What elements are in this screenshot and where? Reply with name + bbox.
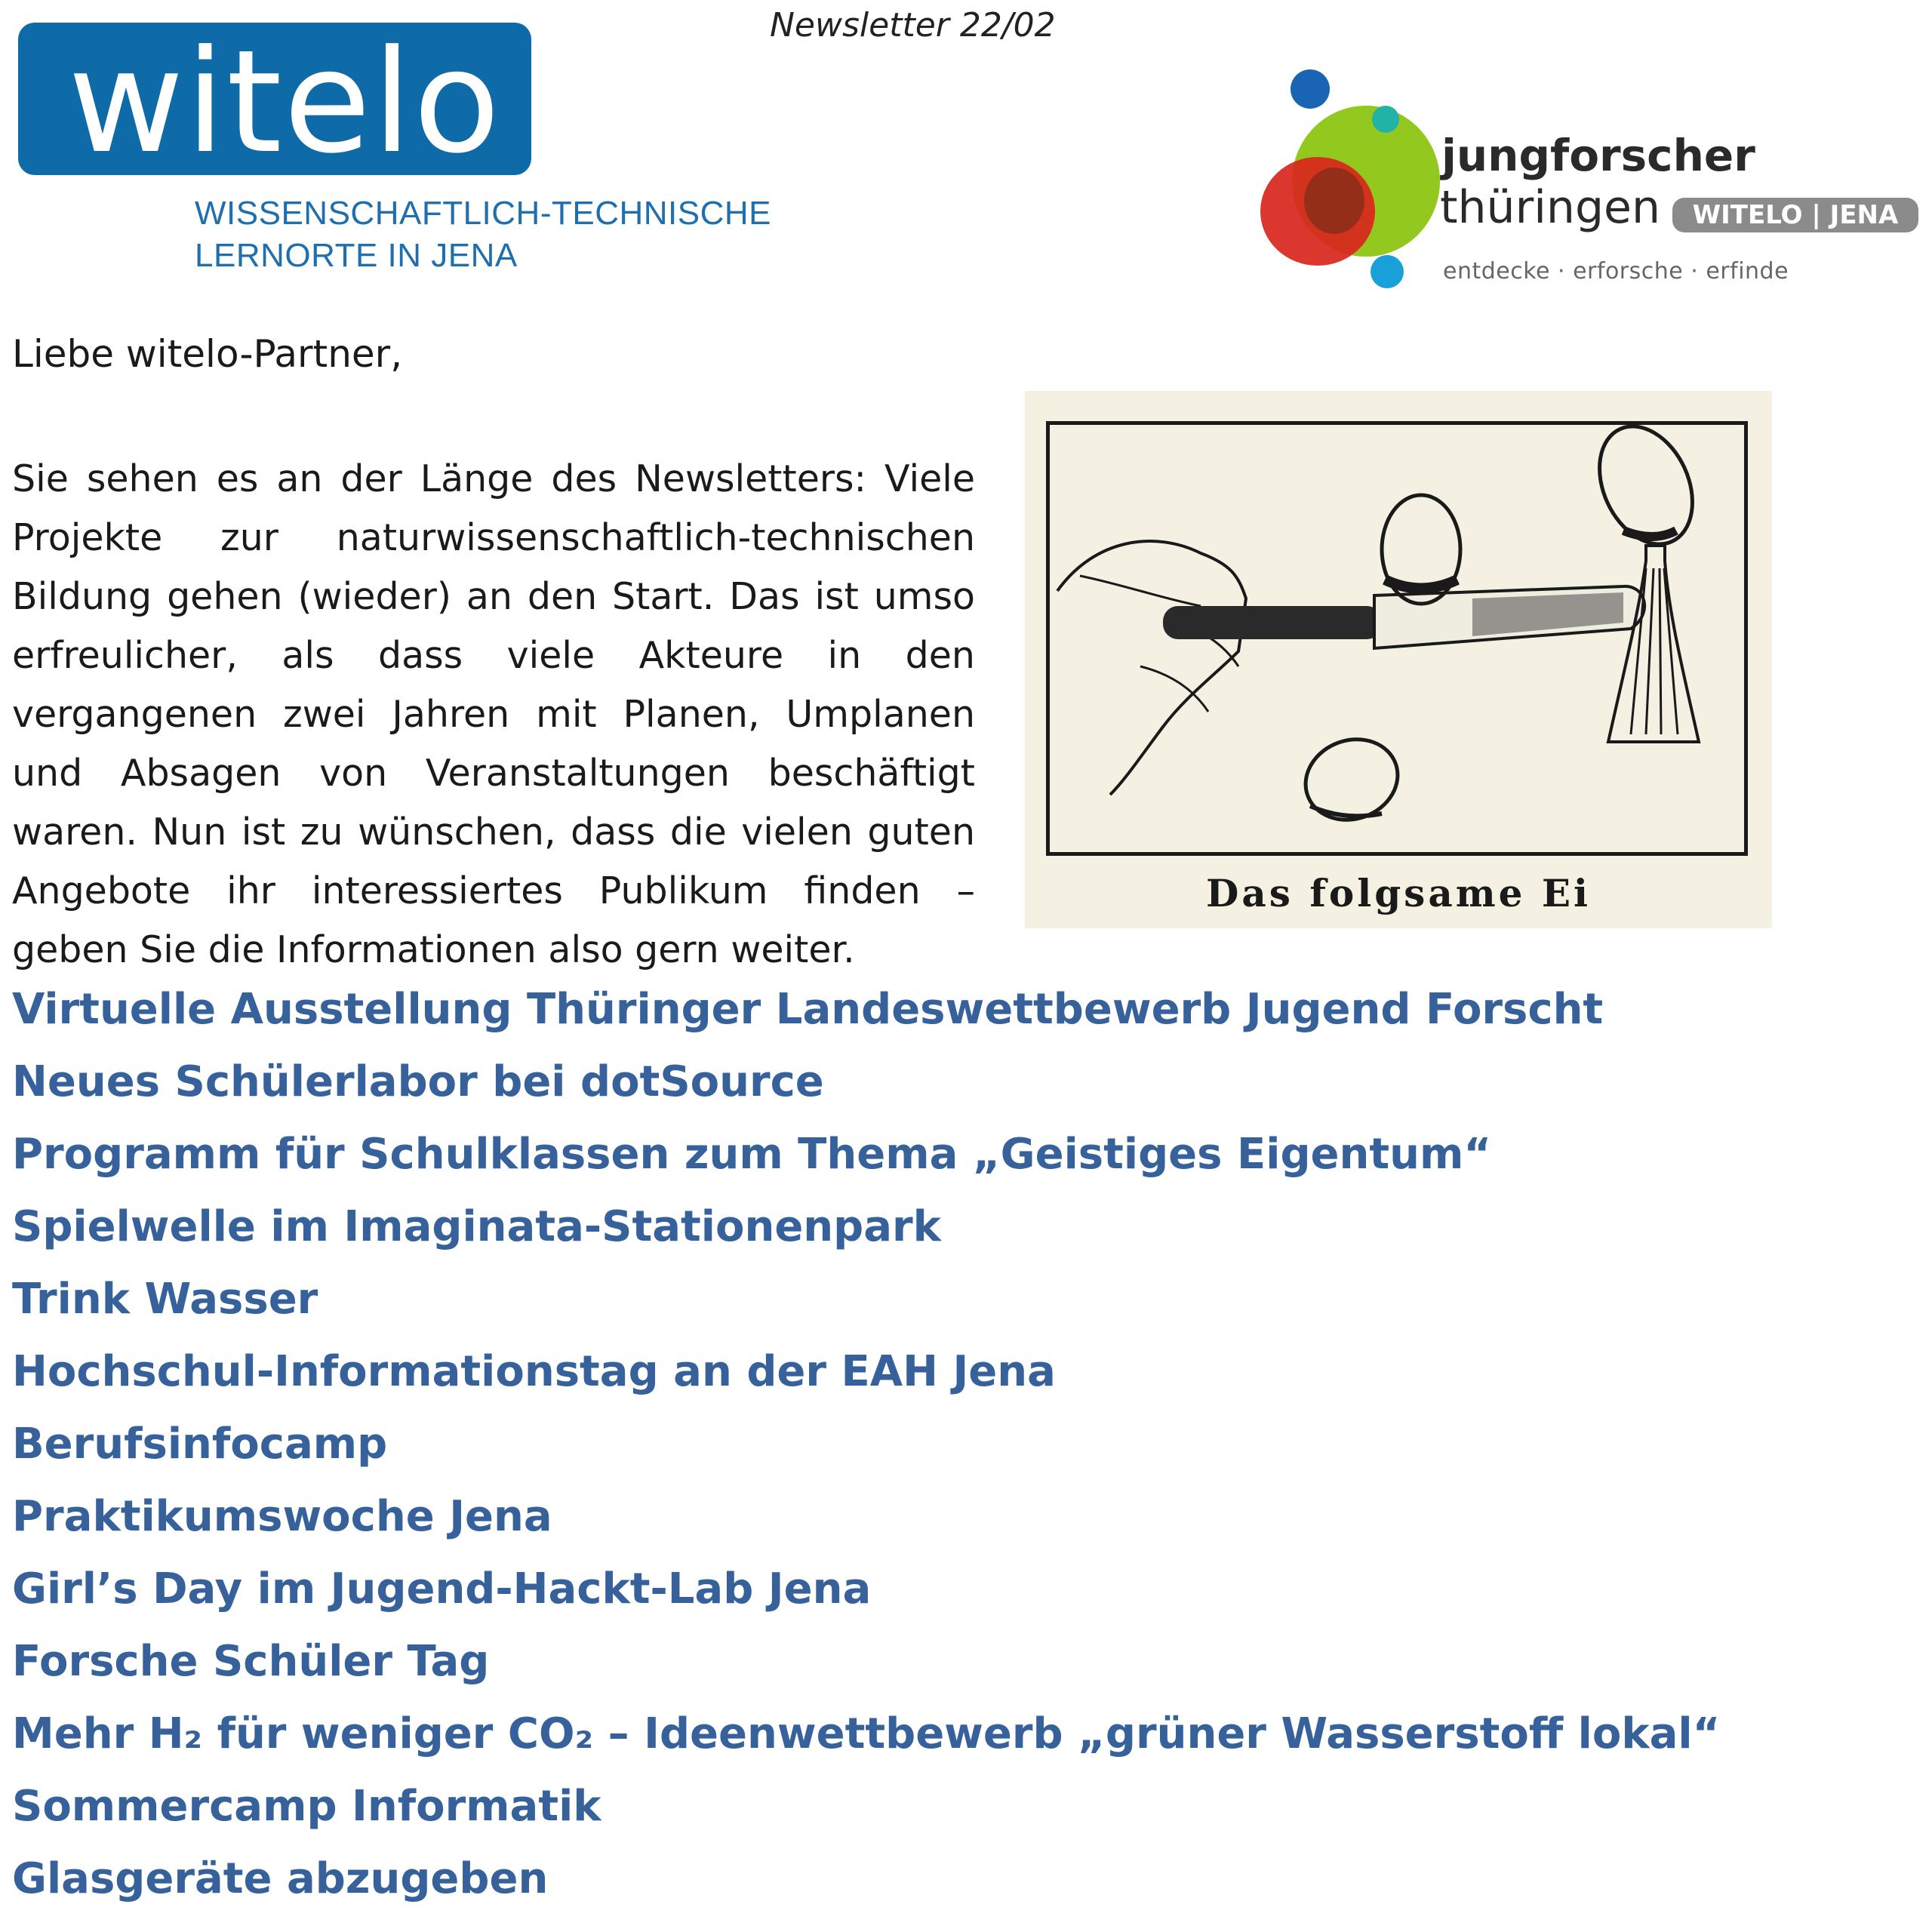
topic-link[interactable]: Glasgeräte abzugeben	[12, 1854, 549, 1903]
jungforscher-tagline: entdecke · erforsche · erfinde	[1443, 258, 1789, 285]
witelo-logo	[18, 20, 531, 185]
illustration-caption: Das folgsame Ei	[1206, 871, 1591, 915]
topic-link[interactable]: Forsche Schüler Tag	[12, 1637, 490, 1686]
topic-link[interactable]: Hochschul-Informationstag an der EAH Jena	[12, 1347, 1056, 1396]
topic-link[interactable]: Sommercamp Informatik	[12, 1782, 601, 1831]
topic-link[interactable]: Virtuelle Ausstellung Thüringer Landeswettbewerb Jugend Forscht	[12, 985, 1604, 1034]
topic-link[interactable]: Berufsinfocamp	[12, 1420, 388, 1469]
illustration-egg	[1025, 391, 1772, 928]
salutation: Liebe witelo-Partner,	[12, 332, 403, 376]
newsletter-number: Newsletter 22/02	[770, 6, 1056, 45]
topic-link[interactable]: Trink Wasser	[12, 1275, 318, 1324]
jungforscher-subtitle: thüringen	[1440, 181, 1660, 234]
topic-link[interactable]: Mehr H₂ für weniger CO₂ – Ideenwettbewerb „grüner Wasserstoff lokal“	[12, 1709, 1721, 1758]
topic-link[interactable]: Spielwelle im Imaginata-Stationenpark	[12, 1202, 941, 1251]
witelo-subtitle-line2: LERNORTE IN JENA	[195, 237, 518, 274]
witelo-subtitle-line1: WISSENSCHAFTLICH-TECHNISCHE	[195, 195, 771, 232]
witelo-logo-word: witelo	[68, 20, 502, 185]
topic-link[interactable]: Praktikumswoche Jena	[12, 1492, 552, 1541]
topic-link[interactable]: Programm für Schulklassen zum Thema „Geistiges Eigentum“	[12, 1130, 1492, 1179]
topic-list	[12, 974, 1720, 1915]
egg-knife-drawing	[1050, 425, 1744, 852]
intro-paragraph: Sie sehen es an der Länge des Newsletters: Viele Projekte zur naturwissenschaftlich-technischen Bildung gehen (wieder) an den Start. Das ist umso erfreulicher, als dass viele Akteure in den vergangenen zwei Jahren mit Planen, Umplanen und Absagen von Veranstaltungen beschäftigt waren. Nun ist zu wünschen, dass die vielen guten Angebote ihr interessiertes Publikum finden – geben Sie die Informationen also gern weiter.	[12, 457, 975, 971]
jungforscher-badge: WITELO | JENA	[1672, 198, 1918, 232]
jungforscher-dots-icon	[1253, 68, 1449, 309]
illustration-frame	[1046, 421, 1748, 856]
topic-link[interactable]: Neues Schülerlabor bei dotSource	[12, 1057, 824, 1106]
witelo-logo-subtitle	[195, 192, 771, 277]
jungforscher-logo	[1253, 68, 1917, 309]
jungforscher-title: jungforscher	[1441, 130, 1755, 181]
topic-link[interactable]: Girl’s Day im Jugend-Hackt-Lab Jena	[12, 1564, 872, 1614]
